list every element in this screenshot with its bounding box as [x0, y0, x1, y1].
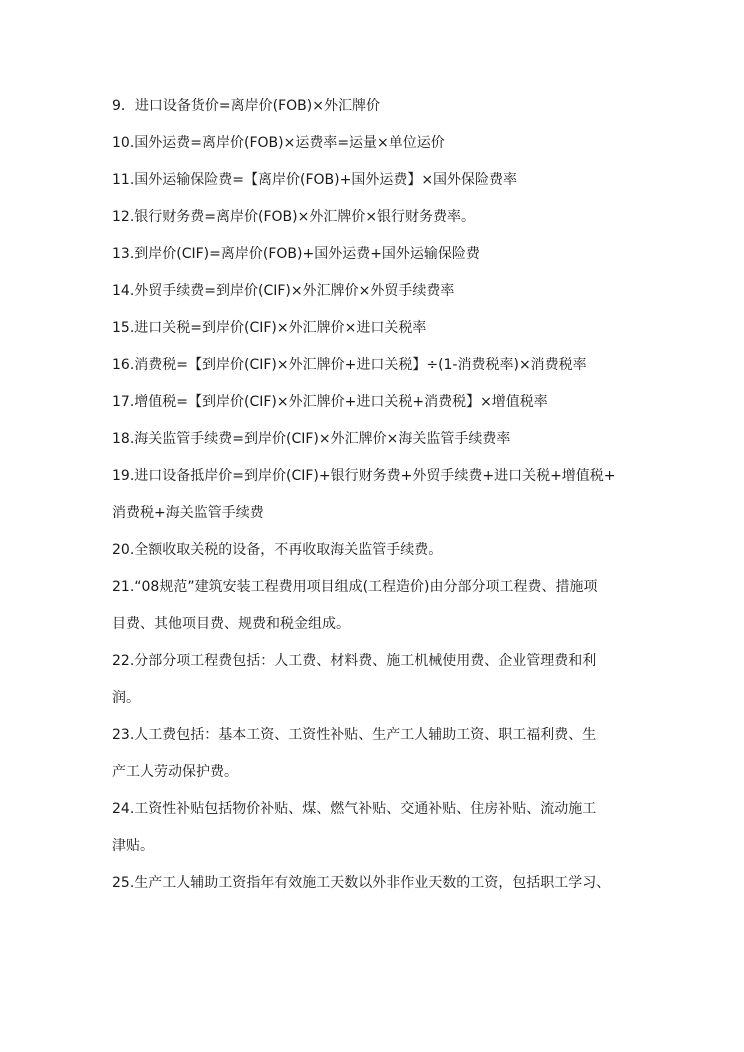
text-line: 19.进口设备抵岸价=到岸价(CIF)+银行财务费+外贸手续费+进口关税+增值税+ — [112, 468, 616, 484]
text-line: 津贴。 — [112, 838, 154, 854]
text-line: 14.外贸手续费=到岸价(CIF)×外汇牌价×外贸手续费率 — [112, 283, 455, 299]
text-line: 12.银行财务费=离岸价(FOB)×外汇牌价×银行财务费率。 — [112, 209, 476, 225]
text-body — [112, 96, 642, 910]
text-line: 21.“08规范”建筑安装工程费用项目组成(工程造价)由分部分项工程费、措施项 — [112, 579, 598, 595]
text-line: 13.到岸价(CIF)=离岸价(FOB)+国外运费+国外运输保险费 — [112, 246, 480, 262]
text-line: 17.增值税=【到岸价(CIF)×外汇牌价+进口关税+消费税】×增值税率 — [112, 394, 548, 410]
text-line: 15.进口关税=到岸价(CIF)×外汇牌价×进口关税率 — [112, 320, 427, 336]
text-line: 11.国外运输保险费=【离岸价(FOB)+国外运费】×国外保险费率 — [112, 172, 518, 188]
text-line: 23.人工费包括：基本工资、工资性补贴、生产工人辅助工资、职工福利费、生 — [112, 727, 597, 743]
text-line: 20.全额收取关税的设备，不再收取海关监管手续费。 — [112, 542, 443, 558]
text-line: 10.国外运费=离岸价(FOB)×运费率=运量×单位运价 — [112, 135, 445, 151]
text-line: 25.生产工人辅助工资指年有效施工天数以外非作业天数的工资，包括职工学习、 — [112, 875, 611, 891]
text-line: 润。 — [112, 690, 140, 706]
text-line: 24.工资性补贴包括物价补贴、煤、燃气补贴、交通补贴、住房补贴、流动施工 — [112, 801, 597, 817]
text-line: 消费税+海关监管手续费 — [112, 505, 264, 521]
text-line: 产工人劳动保护费。 — [112, 764, 238, 780]
text-line: 18.海关监管手续费=到岸价(CIF)×外汇牌价×海关监管手续费率 — [112, 431, 511, 447]
text-line: 目费、其他项目费、规费和税金组成。 — [112, 616, 350, 632]
text-line: 16.消费税=【到岸价(CIF)×外汇牌价+进口关税】÷(1-消费税率)×消费税率 — [112, 357, 587, 373]
text-line: 22.分部分项工程费包括：人工费、材料费、施工机械使用费、企业管理费和利 — [112, 653, 597, 669]
text-line: 9．进口设备货价=离岸价(FOB)×外汇牌价 — [112, 98, 380, 114]
